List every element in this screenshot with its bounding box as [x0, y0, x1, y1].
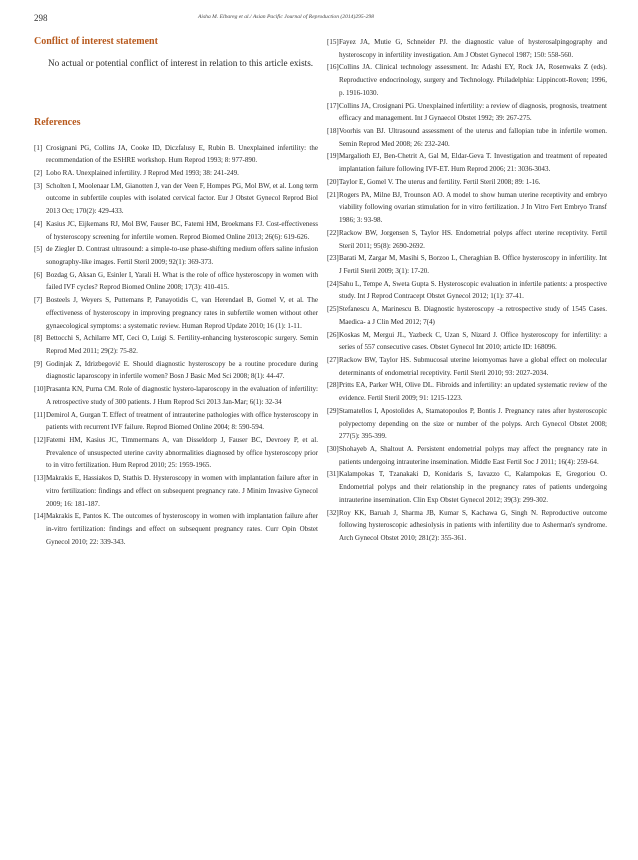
- reference-number: [2]: [34, 168, 43, 177]
- reference-number: [8]: [34, 334, 43, 343]
- reference-number: [19]: [327, 152, 339, 161]
- reference-number: [23]: [327, 254, 339, 263]
- reference-number: [22]: [327, 228, 339, 237]
- running-header: Aisha M. Elbareg et al./ Asian Pacific Journal of Reproduction (2014)295-298: [198, 14, 374, 20]
- reference-text: Bettocchi S, Achilarre MT, Ceci O, Luigi S. Fertility-enhancing hysteroscopic surgery. Semin Reprod Med 2011; 29(2): 75-82.: [46, 334, 318, 355]
- reference-item: [34, 180, 318, 218]
- reference-item: [34, 218, 318, 243]
- reference-item: [327, 329, 607, 354]
- reference-text: Taylor E, Gomel V. The uterus and fertility. Fertil Steril 2008; 89: 1-16.: [339, 177, 541, 186]
- reference-text: Barati M, Zargar M, Masihi S, Borzoo L, Cheraghian B. Office hysteroscopy in infertility. Int J Fertil Steril 2009; 3(1): 17-20.: [339, 254, 607, 275]
- reference-number: [17]: [327, 101, 339, 110]
- reference-item: [327, 61, 607, 99]
- reference-item: [34, 269, 318, 294]
- reference-text: Pritts EA, Parker WH, Olive DL. Fibroids and infertility: an updated systematic review of the evidence. Fertil Steril 2009; 91: 1215-1223.: [339, 381, 607, 403]
- reference-text: Fayez JA, Mutie G, Schneider PJ. the diagnostic value of hysterosalpingography and hysteroscopy in infertility investigation. Am J Obstet Gynecol 1987; 150: 558-560.: [339, 38, 607, 59]
- reference-number: [21]: [327, 190, 339, 199]
- reference-text: Bozdag G, Aksan G, Esinler I, Yarali H. What is the role of office hysteroscopy in women with failed IVF cycles? Reprod Biomed Online 2008; 17(3): 410-415.: [46, 270, 318, 292]
- reference-text: Stamatellos I, Apostolides A, Stamatopoulos P, Bontis J. Pregnancy rates after hysteroscopic polypectomy depending on the size or number of the polyps. Arch Gynecol Obstet 2008; 277(5): 395-399.: [339, 406, 607, 441]
- reference-text: Scholten I, Moolenaar LM, Gianotten J, van der Veen F, Hompes PG, Mol BW, et al. Long term outcome in subfertile couples with isolated cervical factor. Eur J Obstet Gynecol Reprod Biol 2013 Oct; 170(2): 429-433.: [46, 181, 318, 216]
- conflict-body: No actual or potential conflict of interest in relation to this article exists.: [48, 58, 314, 68]
- reference-number: [26]: [327, 330, 339, 339]
- reference-text: Koskas M, Mergui JL, Yazbeck C, Uzan S, Nizard J. Office hysteroscopy for infertility: a series of 557 consecutive cases. Obstet Gynecol Int 2010; article ID: 168096.: [339, 330, 607, 352]
- right-column: [327, 36, 607, 545]
- reference-text: Lobo RA. Unexplained infertility. J Reprod Med 1993; 38: 241-249.: [46, 168, 239, 177]
- reference-item: [34, 294, 318, 332]
- reference-number: [27]: [327, 355, 339, 364]
- reference-number: [29]: [327, 406, 339, 415]
- reference-item: [327, 189, 607, 227]
- reference-text: Stefanescu A, Marinescu B. Diagnostic hysteroscopy -a retrospective study of 1545 Cases. Maedica- a J Clin Med 2012; 7(4): [339, 305, 607, 326]
- reference-number: [25]: [327, 305, 339, 314]
- references-heading: References: [34, 116, 81, 128]
- reference-number: [9]: [34, 359, 43, 368]
- reference-item: [34, 142, 318, 167]
- reference-number: [30]: [327, 445, 339, 453]
- reference-number: [31]: [327, 470, 339, 479]
- reference-text: Godinjak Z, Idrizbegović E. Should diagnostic hysteroscopy be a routine procedure during diagnostic laparoscopy in infertile women? Bosn J Basic Med Sci 2008; 8(1): 44-47.: [46, 359, 318, 381]
- reference-item: [327, 36, 607, 61]
- reference-item: [327, 176, 607, 189]
- reference-item: [34, 167, 318, 180]
- reference-list-right: [327, 36, 607, 545]
- reference-item: [327, 507, 607, 545]
- reference-item: [34, 434, 318, 472]
- reference-text: de Ziegler D. Contrast ultrasound: a simple-to-use phase-shifting medium offers saline infusion sonography-like images. Fertil Steril 2009; 92(1): 369-373.: [46, 245, 318, 266]
- reference-list-left: [34, 142, 318, 549]
- reference-item: [327, 303, 607, 328]
- reference-text: Demirol A, Gurgan T. Effect of treatment of intrauterine pathologies with office hysteroscopy in patients with recurrent IVF failure. Reprod Biomed Online 2004; 8: 590-594.: [46, 410, 318, 432]
- reference-item: [327, 278, 607, 303]
- reference-text: Makrakis E, Pantos K. The outcomes of hysteroscopy in women with implantation failure after in-vitro fertilization: findings and effect on subsequent pregnancy rates. Curr Opin Obstet Gynecol 2010; 22: 339-343.: [46, 512, 318, 546]
- reference-text: Prasanta KN, Purna CM. Role of diagnostic hystero-laparoscopy in the evaluation of infertility: A retrospective study of 300 patients. J Hum Reprod Sci 2013 Jan-Mar; 6(1): 32-34: [46, 385, 318, 406]
- reference-number: [4]: [34, 219, 43, 228]
- reference-number: [7]: [34, 296, 43, 305]
- reference-text: Roy KK, Baruah J, Sharma JB, Kumar S, Kachawa G, Singh N. Reproductive outcome following hysteroscopic adhesiolysis in patients with infertility due to Asherman's syndrome. Arch Gynecol Obstet 2010; 281(2): 355-361.: [339, 508, 607, 543]
- reference-item: [34, 383, 318, 408]
- reference-text: Rogers PA, Milne BJ, Trounson AO. A model to show human uterine receptivity and embryo viability following ovarian stimulation for in vitro fertilization. J In Vitro Fert Embryo Transf 1986; 3: 93-98.: [339, 190, 607, 225]
- reference-item: [34, 332, 318, 357]
- reference-number: [28]: [327, 381, 339, 390]
- reference-text: Makrakis E, Hassiakos D, Stathis D. Hysteroscopy in women with implantation failure after in vitro fertilization: findings and effect on subsequent pregnancy rate. J Minim Invasive Gynecol 2009; 16: 181-187.: [46, 474, 318, 508]
- reference-item: [34, 358, 318, 383]
- reference-item: [327, 354, 607, 379]
- reference-item: [327, 379, 607, 404]
- reference-text: Rackow BW, Jorgensen S, Taylor HS. Endometrial polyps affect uterine receptivity. Fertil Steril 2011; 95(8): 2690-2692.: [339, 228, 607, 250]
- reference-text: Collins JA. Clinical technology assessment. In: Adashi EY, Rock JA, Rosenwaks Z (eds). Reproductive endocrinology, surgery and Technology. Philadelphia: Lippincott-Roven; 1996, p. 1916-1030.: [339, 63, 607, 97]
- reference-number: [1]: [34, 143, 43, 152]
- left-column: [34, 36, 318, 549]
- reference-text: Margalioth EJ, Ben-Chetrit A, Gal M, Eldar-Geva T. Investigation and treatment of repeated implantation failure following IVF-ET. Hum Reprod 2006; 21: 3036-3043.: [339, 152, 607, 174]
- reference-number: [18]: [327, 127, 339, 136]
- conflict-heading: Conflict of interest statement: [34, 36, 158, 47]
- reference-number: [3]: [34, 181, 43, 190]
- reference-text: Bosteels J, Weyers S, Puttemans P, Panayotidis C, van Herendael B, Gomel V, et al. The effectiveness of hysteroscopy in improving pregnancy rates in subfertile women without other gynaecological symptoms: a systematic review. Human Reprod Update 2010; 16 (1): 1-11.: [46, 296, 318, 330]
- reference-item: [327, 405, 607, 443]
- reference-number: [6]: [34, 270, 43, 279]
- reference-number: [32]: [327, 508, 339, 517]
- reference-text: Voorhis van BJ. Ultrasound assessment of the uterus and fallopian tube in infertile women. Semin Reprod Med 2008; 26: 232-240.: [339, 127, 607, 148]
- reference-text: Collins JA, Crosignani PG. Unexplained infertility: a review of diagnosis, prognosis, treatment efficacy and management. Int J Gynaecol Obstet 1992; 39: 267-275.: [339, 101, 607, 123]
- reference-item: [327, 227, 607, 252]
- reference-text: Kalampokas T, Tzanakaki D, Konidaris S, Iavazzo C, Kalampokas E, Gregoriou O. Endometrial polyps and their relationship in the pregnancy rates of patients undergoing intrauterine insemination. Clin Exp Obstet Gynecol 2012; 39(3): 299-302.: [339, 470, 607, 504]
- reference-item: [34, 243, 318, 268]
- reference-text: Rackow BW, Taylor HS. Submucosal uterine leiomyomas have a global effect on molecular determinants of endometrial receptivity. Fertil Steril 2010; 93: 2027-2034.: [339, 355, 607, 377]
- reference-number: [11]: [34, 410, 46, 419]
- reference-number: [13]: [34, 474, 46, 483]
- reference-item: [327, 150, 607, 175]
- reference-text: Shohayeb A, Shaltout A. Persistent endometrial polyps may affect the pregnancy rate in patients undergoing intrauterine insemination. Middle East Fertil Soc J 2011; 16(4): 259-64.: [339, 445, 607, 466]
- reference-text: Sahu L, Tempe A, Sweta Gupta S. Hysteroscopic evaluation in infertile patients: a prospective study. Int J Reprod Contracept Obstet Gynecol 2012; 1(1): 37-41.: [339, 279, 607, 301]
- page-number: 298: [34, 13, 48, 23]
- reference-item: [327, 125, 607, 150]
- reference-item: [327, 100, 607, 125]
- reference-item: [34, 409, 318, 434]
- reference-item: [34, 472, 318, 510]
- reference-item: [327, 252, 607, 277]
- reference-number: [24]: [327, 279, 339, 288]
- reference-text: Kasius JC, Eijkemans RJ, Mol BW, Fauser BC, Fatemi HM, Broekmans FJ. Cost-effectiveness of hysteroscopy screening for infertile women. Reprod Biomed Online 2013; 26(6): 619-626.: [46, 219, 318, 241]
- reference-number: [5]: [34, 245, 43, 254]
- reference-text: Crosignani PG, Collins JA, Cooke ID, Diczfalusy E, Rubin B. Unexplained infertility: the recommendation of the ESHRE workshop. Hum Reprod 1993; 8: 977-890.: [46, 143, 318, 165]
- reference-number: [12]: [34, 436, 46, 445]
- reference-number: [20]: [327, 177, 339, 186]
- reference-text: Fatemi HM, Kasius JC, Timmermans A, van Disseldorp J, Fauser BC, Devroey P, et al. Prevalence of unsuspected uterine cavity abnormalities diagnosed by office hysteroscopy prior to in vitro fertilization. Hum Reprod 2010; 25: 1959-1965.: [46, 436, 318, 470]
- reference-number: [14]: [34, 512, 46, 521]
- reference-item: [34, 510, 318, 548]
- reference-item: [327, 468, 607, 506]
- reference-item: [327, 443, 607, 468]
- reference-number: [15]: [327, 38, 339, 46]
- reference-number: [10]: [34, 385, 46, 394]
- reference-number: [16]: [327, 63, 339, 72]
